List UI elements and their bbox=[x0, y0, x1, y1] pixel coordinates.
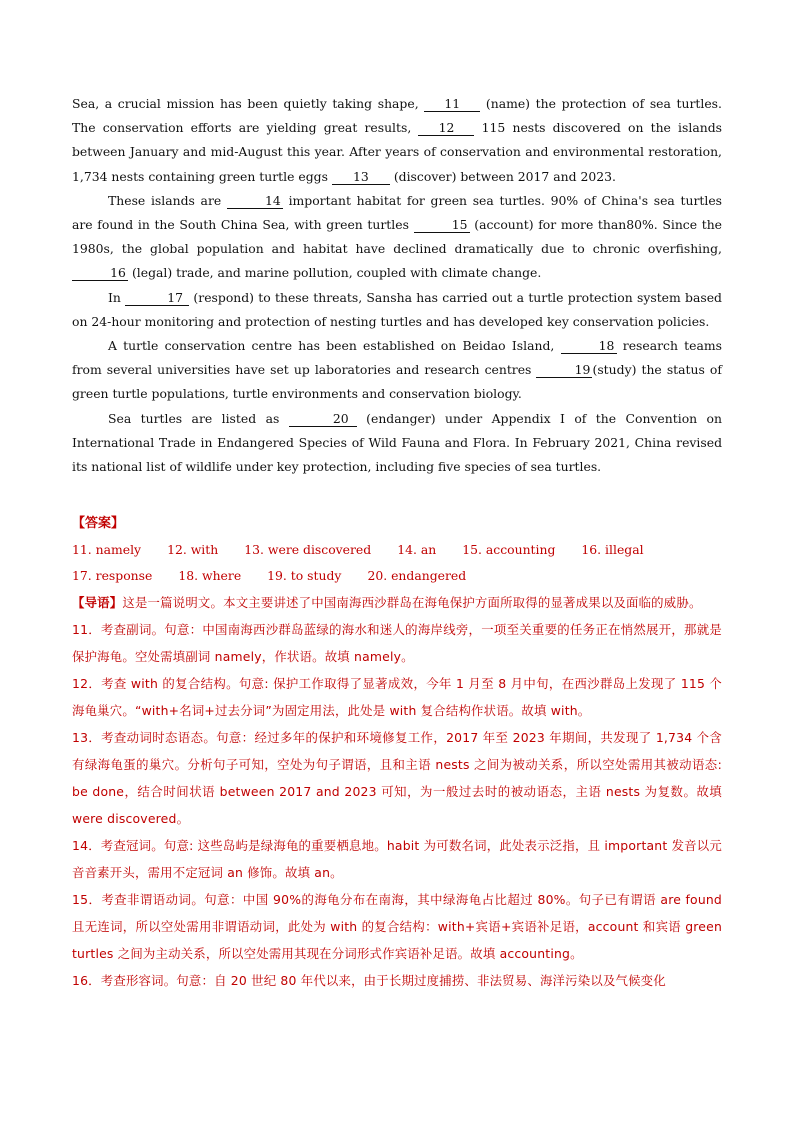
answer-item: 12. with bbox=[167, 542, 219, 558]
passage-text: 115 nests discovered on the islands between January and mid-August this year. After years of conservation and environmental restoration, 1,734 nests containing green turtle eggs bbox=[72, 120, 722, 184]
passage-text: research teams from several universities have set up laboratories and research centres bbox=[72, 338, 722, 378]
answer-item: 20. endangered bbox=[367, 568, 467, 584]
blank-19[interactable]: 19 bbox=[536, 363, 592, 378]
passage-text: These islands are bbox=[108, 192, 227, 208]
passage-paragraph-4 bbox=[72, 334, 722, 407]
explanation-paragraph: 16．考查形容词。句意：自 20 世纪 80 年代以来，由于长期过度捕捞、非法贸易、海洋污染以及气候变化 bbox=[72, 973, 666, 989]
guide-tag: 【导语】 bbox=[72, 595, 123, 611]
passage-text: In bbox=[108, 289, 126, 305]
passage-text: (study) the status of green turtle populations, turtle environments and conservation biology. bbox=[72, 362, 722, 402]
blank-18[interactable]: 18 bbox=[561, 339, 617, 354]
answer-item: 13. were discovered bbox=[244, 542, 372, 558]
passage-text: (account) for more than80%. Since the 1980s, the global population and habitat have declined dramatically due to chronic overfishing, bbox=[72, 217, 723, 257]
explanation-list bbox=[72, 616, 722, 994]
blank-15[interactable]: 15 bbox=[414, 218, 470, 233]
blank-17[interactable]: 17 bbox=[125, 291, 189, 306]
passage-paragraph-3 bbox=[72, 286, 722, 334]
passage-paragraph-2 bbox=[72, 189, 722, 286]
blank-11[interactable]: 11 bbox=[424, 97, 480, 112]
blank-12[interactable]: 12 bbox=[418, 121, 474, 136]
blank-16[interactable]: 16 bbox=[72, 266, 128, 281]
answer-item: 19. to study bbox=[267, 568, 342, 584]
passage-text: important habitat for green sea turtles. 90% of China's sea turtles are found in the South China Sea, with green turtles bbox=[72, 192, 723, 233]
explanation-paragraph: 15．考查非谓语动词。句意：中国 90%的海龟分布在南海，其中绿海龟占比超过 80%。句子已有谓语 are found 且无连词，所以空处需用非谓语动词，此处为 with 的复合结构：with+宾语+宾语补足语，account 和宾语 green turtles 之间为主动关系，所以空处需用其现在分词形式作宾语补足语。故填 accounting。 bbox=[72, 892, 722, 962]
passage-text: (respond) to these threats, Sansha has carried out a turtle protection system based on 24-hour monitoring and protection of nesting turtles and has developed key conservation policies. bbox=[72, 289, 722, 329]
explanation-paragraph: 13．考查动词时态语态。句意：经过多年的保护和环境修复工作，2017 年至 2023 年期间，共发现了 1,734 个含有绿海龟蛋的巢穴。分析句子可知，空处为句子谓语，且和主语 nests 之间为被动关系，所以空处需用其被动语态: be done，结合时间状语 between 2017 and 2023 可知，为一般过去时的被动语态，主语 nests 为复数。故填 were discovered。 bbox=[72, 730, 722, 827]
document-page bbox=[72, 92, 722, 994]
answer-item: 16. illegal bbox=[581, 542, 644, 558]
explanation-paragraph: 11．考查副词。句意：中国南海西沙群岛蓝绿的海水和迷人的海岸线旁，一项至关重要的任务正在悄然展开，那就是保护海龟。空处需填副词 namely，作状语。故填 namely。 bbox=[72, 622, 722, 665]
passage-text: (discover) between 2017 and 2023. bbox=[389, 168, 616, 184]
blank-13[interactable]: 13 bbox=[332, 170, 390, 185]
passage-paragraph-5 bbox=[72, 407, 722, 480]
passage-text: Sea, a crucial mission has been quietly taking shape, bbox=[72, 96, 425, 111]
passage-text: Sea turtles are listed as bbox=[108, 410, 289, 426]
reading-passage bbox=[72, 92, 722, 479]
passage-text: (legal) trade, and marine pollution, coupled with climate change. bbox=[128, 265, 542, 281]
guide-paragraph bbox=[72, 589, 722, 616]
answer-item: 14. an bbox=[397, 542, 437, 558]
guide-text: 这是一篇说明文。本文主要讲述了中国南海西沙群岛在海龟保护方面所取得的显著成果以及面临的威胁。 bbox=[122, 595, 702, 611]
passage-text: (endanger) under Appendix I of the Convention on International Trade in Endangered Species of Wild Fauna and Flora. In February 2021, China revised its national list of wildlife under key protection, including five species of sea turtles. bbox=[72, 410, 722, 475]
passage-text: (name) the protection of sea turtles. The conservation efforts are yielding great results, bbox=[72, 96, 722, 136]
blank-14[interactable]: 14 bbox=[227, 194, 283, 209]
explanation-paragraph: 12．考查 with 的复合结构。句意: 保护工作取得了显著成效，今年 1 月至 8 月中旬，在西沙群岛上发现了 115 个海龟巢穴。“with+名词+过去分词”为固定用法，此处是 with 复合结构作状语。故填 with。 bbox=[72, 676, 722, 719]
answer-item: 18. where bbox=[178, 568, 242, 584]
blank-20[interactable]: 20 bbox=[289, 412, 357, 427]
passage-paragraph-1 bbox=[72, 92, 722, 189]
answer-item: 15. accounting bbox=[462, 542, 556, 558]
answer-heading: 【答案】 bbox=[72, 516, 125, 532]
answer-item: 17. response bbox=[72, 568, 153, 584]
answer-list bbox=[72, 537, 722, 589]
explanation-paragraph: 14．考查冠词。句意: 这些岛屿是绿海龟的重要栖息地。habit 为可数名词，此处表示泛指，且 important 发音以元音音素开头，需用不定冠词 an 修饰。故填 an。 bbox=[72, 838, 722, 881]
passage-text: A turtle conservation centre has been established on Beidao Island, bbox=[108, 338, 561, 354]
answer-item: 11. namely bbox=[72, 542, 142, 558]
